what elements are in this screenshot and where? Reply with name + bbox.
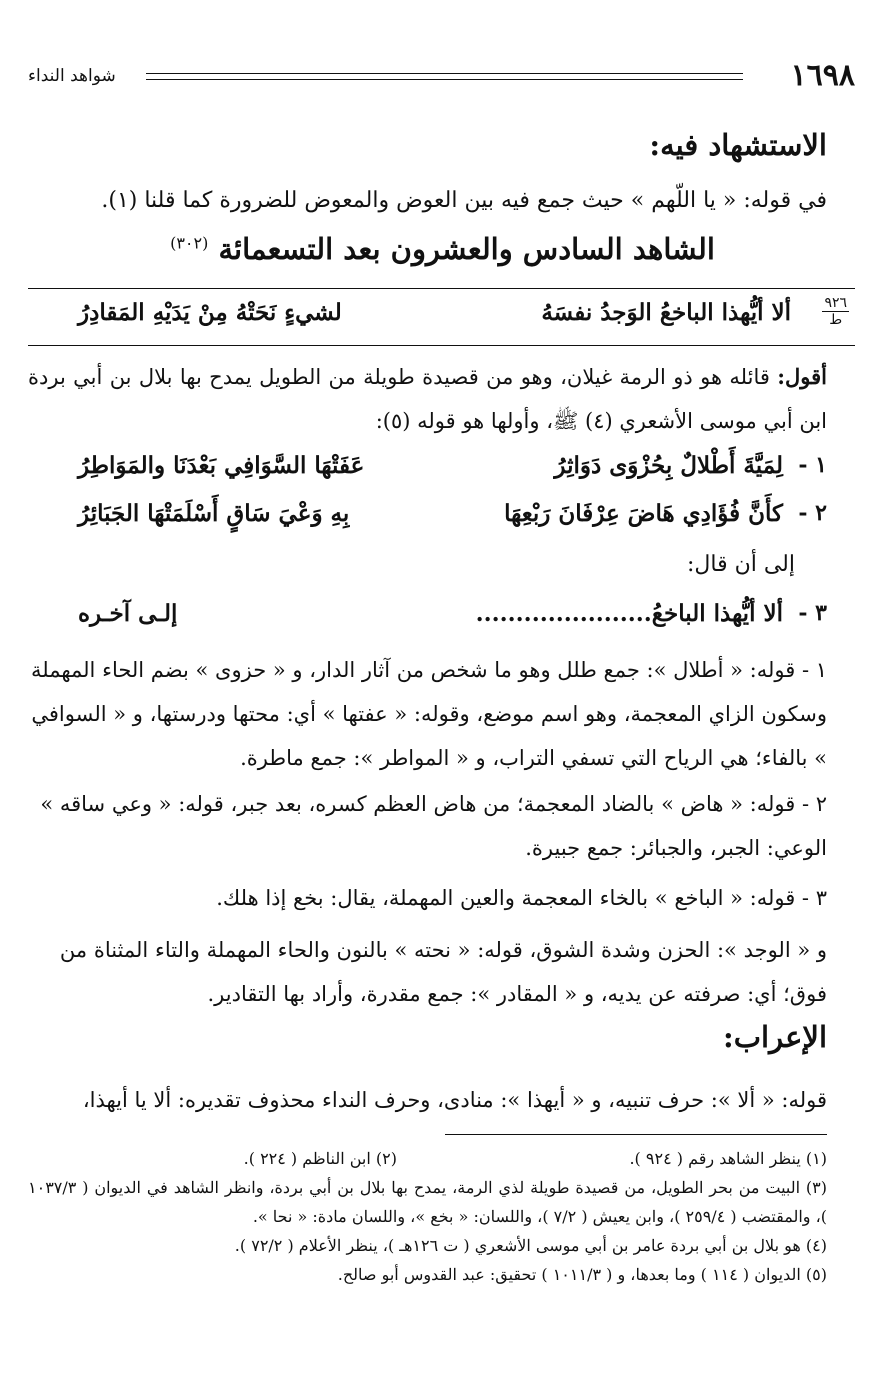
aqul-label: أقول: (777, 364, 827, 389)
page-number: ١٦٩٨ (790, 58, 855, 93)
footnote-row (28, 1260, 827, 1289)
aqul-text: قائله هو ذو الرمة غيلان، وهو من قصيدة طويلة من الطويل يمدح بها بلال بن أبي بردة ابن أبي موسى الأشعري (٤) ﷺ، وأولها هو قوله (٥): (28, 365, 827, 433)
poem-hemistich-2: إلـى آخـره (78, 600, 178, 627)
footnote-row (28, 1144, 827, 1173)
footnote-5: (٥) الديوان ( ١١٤ ) وما بعدها، و ( ١٠١١/٣ ) تحقيق: عبد القدوس أبو صالح. (337, 1265, 827, 1284)
poem-line-number: ٢ - (798, 500, 827, 526)
footnote-3: (٣) البيت من بحر الطويل، من قصيدة طويلة لذي الرمة، يمدح بها بلال بن أبي بردة، وانظر الشاهد في الديوان ( ١٠٣٧/٣ )، والمقتضب ( ٢٥٩/٤ )، وابن يعيش ( ٧/٢ )، واللسان: « بخع »، واللسان مادة: « نحا ». (28, 1178, 828, 1226)
poem-line-number: ١ - (798, 452, 827, 478)
poem-hemistich-1: كأَنَّ فُؤَادِي هَاضَ عِرْفَانَ رَبْعِهَا (504, 500, 783, 527)
footnote-1: (١) ينظر الشاهد رقم ( ٩٢٤ ). (629, 1149, 827, 1168)
poem-hemistich-1: ألا أيُّهذا الباخعُ...................... (475, 600, 783, 627)
verse-meter-mark: ط (829, 312, 843, 328)
page-header (28, 58, 855, 94)
poem-line-number: ٣ - (798, 600, 827, 626)
header-double-rule (146, 73, 743, 80)
poem-hemistich-2: بِهِ وَعْيَ سَاقٍ أَسْلَمَتْهَا الجَبَائِرُ (78, 500, 350, 527)
poem-line (28, 600, 827, 640)
irab-heading: الإعراب: (723, 1020, 827, 1054)
poem-hemistich-1: لِمَيَّةَ أَطْلالٌ بِحُزْوَى دَوَاثِرُ (554, 452, 783, 479)
poem-line (28, 452, 827, 492)
footnote-row (28, 1231, 827, 1260)
shahid-title (0, 232, 885, 266)
ila-an-qal: إلى أن قال: (686, 552, 795, 577)
note-paragraph: و « الوجد »: الحزن وشدة الشوق، قوله: « نحته » بالنون والحاء المهملة والتاء المثناة من فوق؛ أي: صرفته عن يديه، و « المقادر »: جمع مقدرة، وأراد بها التقادير. (59, 938, 827, 1006)
poem-line (28, 500, 827, 540)
verse-number-value: ٩٢٦ (824, 295, 847, 311)
note-paragraph: ٣ - قوله: « الباخع » بالخاء المعجمة والعين المهملة، يقال: بخع إذا هلك. (216, 886, 827, 910)
verse-hemistich-2: لشيءٍ نَحَتْهُ مِنْ يَدَيْهِ المَقادِرُ (78, 299, 342, 326)
shahid-title-text: الشاهد السادس والعشرون بعد التسعمائة (218, 232, 715, 266)
running-title: شواهد النداء (28, 66, 116, 86)
irab-text: قوله: « ألا »: حرف تنبيه، و « أيهذا »: منادى، وحرف النداء محذوف تقديره: ألا يا أيهذا، (82, 1088, 827, 1112)
verse-box (28, 288, 855, 346)
aqul-paragraph (28, 355, 827, 443)
footnote-rule (445, 1134, 827, 1135)
footnotes (28, 1144, 827, 1289)
istishhad-text: في قوله: « يا اللّهم » حيث جمع فيه بين العوض والمعوض للضرورة كما قلنا (١). (101, 188, 827, 213)
verse-number (822, 295, 849, 328)
note-paragraph: ١ - قوله: « أطلال »: جمع طلل وهو ما شخص من آثار الدار، و « حزوى » بضم الحاء المهملة وسكون الزاي المعجمة، وهو اسم موضع، وقوله: « عفتها » أي: محتها ودرستها، و « السوافي » بالفاء؛ هي الرياح التي تسفي التراب، و « المواطر »: جمع ماطرة. (30, 658, 827, 770)
footnote-2: (٢) ابن الناظم ( ٢٢٤ ). (243, 1149, 397, 1168)
note-paragraph: ٢ - قوله: « هاض » بالضاد المعجمة؛ من هاض العظم كسره، بعد جبر، قوله: « وعي ساقه » الوعي: الجبر، والجبائر: جمع جبيرة. (40, 792, 827, 860)
footnote-4: (٤) هو بلال بن أبي بردة عامر بن أبي موسى الأشعري ( ت ١٢٦هـ )، ينظر الأعلام ( ٧٢/٢ ). (234, 1236, 827, 1255)
poem-hemistich-2: عَفَتْهَا السَّوَافِي بَعْدَنَا والمَوَاطِرُ (78, 452, 365, 479)
shahid-title-ref: (٣٠٢) (170, 233, 209, 253)
verse-hemistich-1: ألا أيُّهذا الباخعُ الوَجدُ نفسَهُ (541, 299, 791, 326)
istishhad-heading: الاستشهاد فيه: (649, 128, 827, 162)
